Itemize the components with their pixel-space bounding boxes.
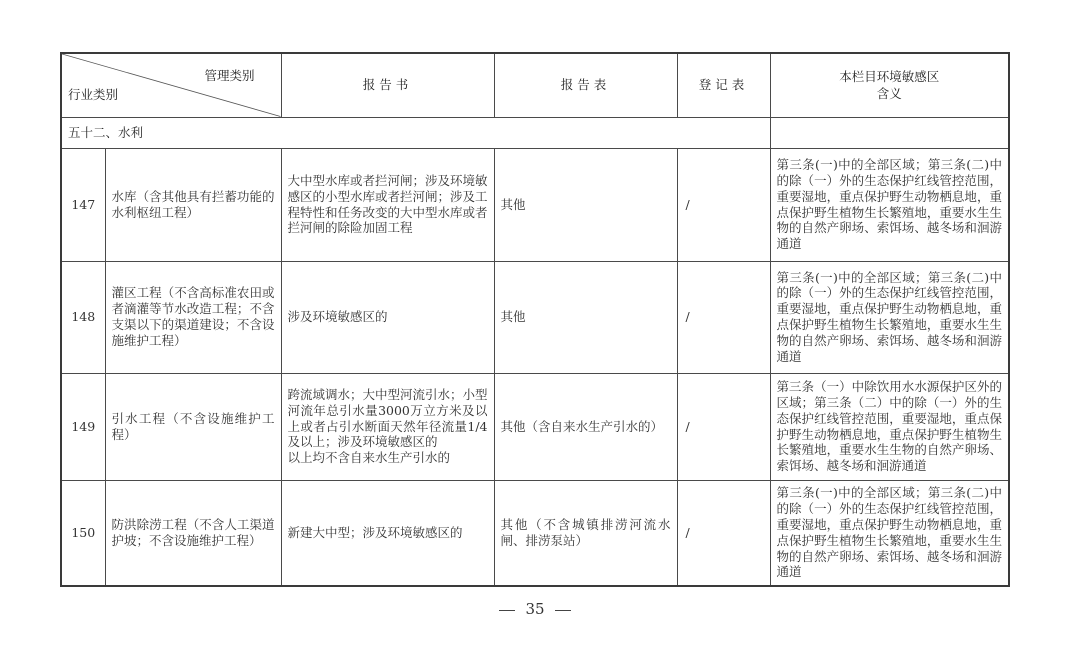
row-number: 148 — [61, 261, 105, 373]
header-sensitive-area — [770, 53, 1009, 117]
table-row — [61, 148, 1009, 261]
classification-table — [60, 52, 1010, 587]
section-title: 五十二、水利 — [61, 117, 770, 148]
project-name: 防洪除涝工程（不含人工渠道护坡；不含设施维护工程） — [105, 480, 281, 586]
row-number: 147 — [61, 148, 105, 261]
row-number: 149 — [61, 373, 105, 480]
report-form-criteria: 其他 — [494, 148, 677, 261]
row-number: 150 — [61, 480, 105, 586]
header-sensitive-area-line2: 含义 — [876, 86, 902, 102]
table-row — [61, 373, 1009, 480]
footer-dash-right — [555, 610, 571, 611]
report-book-criteria: 新建大中型；涉及环境敏感区的 — [281, 480, 494, 586]
sensitive-area-meaning: 第三条（一）中除饮用水水源保护区外的区域；第三条（二）中的除（一）外的生态保护红线管控范围，重要湿地，重点保护野生动物栖息地，重点保护野生植物生长繁殖地，重要水生生物的自然产卵场、索饵场、越冬场和洄游通道 — [770, 373, 1009, 480]
page-number: 35 — [525, 600, 545, 618]
header-register-form: 登记表 — [677, 53, 770, 117]
footer-dash-left — [499, 610, 515, 611]
report-book-criteria: 涉及环境敏感区的 — [281, 261, 494, 373]
register-form-criteria: / — [677, 480, 770, 586]
report-form-criteria: 其他 — [494, 261, 677, 373]
diagonal-divider-line — [62, 54, 281, 117]
report-book-criteria-note: 以上均不含自来水生产引水的 — [287, 450, 451, 466]
management-category-label: 管理类别 — [204, 68, 255, 83]
register-form-criteria: / — [677, 148, 770, 261]
report-book-criteria-main: 跨流域调水；大中型河流引水；小型河流年总引水量3000万立方米及以上或者占引水断面天然年径流量1/4及以上；涉及环境敏感区的 — [287, 387, 488, 450]
project-name: 引水工程（不含设施维护工程） — [105, 373, 281, 480]
sensitive-area-meaning: 第三条(一)中的全部区域；第三条(二)中的除（一）外的生态保护红线管控范围，重要湿地，重点保护野生动物栖息地，重点保护野生植物生长繁殖地，重要水生生物的自然产卵场、索饵场、越冬场和洄游通道 — [770, 261, 1009, 373]
section-empty-cell — [770, 117, 1009, 148]
report-book-criteria — [281, 373, 494, 480]
project-name: 灌区工程（不含高标准农田或者滴灌等节水改造工程；不含支渠以下的渠道建设；不含设施维护工程） — [105, 261, 281, 373]
page-footer — [0, 600, 1070, 618]
diagonal-header-cell — [61, 53, 281, 117]
header-report-form: 报告表 — [494, 53, 677, 117]
table-row — [61, 261, 1009, 373]
header-sensitive-area-line1: 本栏目环境敏感区 — [839, 69, 940, 85]
section-row — [61, 117, 1009, 148]
register-form-criteria: / — [677, 261, 770, 373]
header-report-book: 报告书 — [281, 53, 494, 117]
industry-category-label: 行业类别 — [68, 86, 119, 102]
table-row — [61, 480, 1009, 586]
sensitive-area-meaning: 第三条(一)中的全部区域；第三条(二)中的除（一）外的生态保护红线管控范围，重要湿地，重点保护野生动物栖息地，重点保护野生植物生长繁殖地，重要水生生物的自然产卵场、索饵场、越冬场和洄游通道 — [770, 480, 1009, 586]
project-name: 水库（含其他具有拦蓄功能的水利枢纽工程） — [105, 148, 281, 261]
sensitive-area-meaning: 第三条(一)中的全部区域；第三条(二)中的除（一）外的生态保护红线管控范围，重要湿地，重点保护野生动物栖息地，重点保护野生植物生长繁殖地，重要水生生物的自然产卵场、索饵场、越冬场和洄游通道 — [770, 148, 1009, 261]
report-form-criteria: 其他（含自来水生产引水的） — [494, 373, 677, 480]
register-form-criteria: / — [677, 373, 770, 480]
report-form-criteria: 其他（不含城镇排涝河流水闸、排涝泵站） — [494, 480, 677, 586]
report-book-criteria: 大中型水库或者拦河闸；涉及环境敏感区的小型水库或者拦河闸；涉及工程特性和任务改变的大中型水库或者拦河闸的除险加固工程 — [281, 148, 494, 261]
table-header-row — [61, 53, 1009, 117]
